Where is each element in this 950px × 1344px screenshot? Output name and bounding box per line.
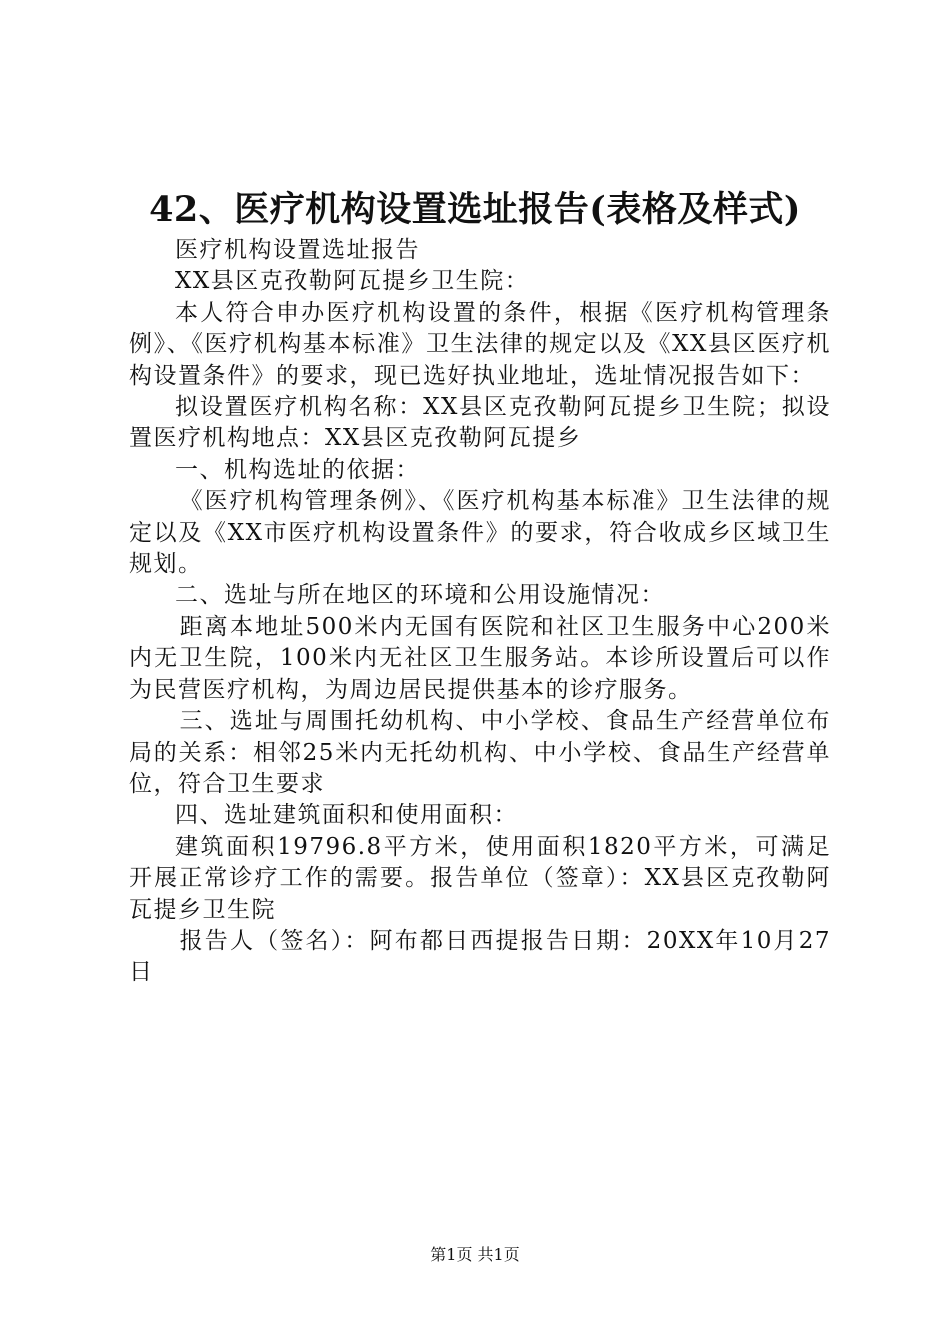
section-heading-environment: 二、选址与所在地区的环境和公用设施情况： [175, 582, 665, 609]
intro-paragraph: 本人符合申办医疗机构设置的条件，根据《医疗机构管理条例》、《医疗机构基本标准》卫生法律的规定以及《XX县区医疗机构设置条件》的要求，现已选好执业地址，选址情况报告如下： [129, 299, 831, 389]
section-heading-area: 四、选址建筑面积和使用面积： [175, 802, 518, 829]
section-heading-basis: 一、机构选址的依据： [175, 456, 420, 483]
section-body-environment: 距离本地址500米内无国有医院和社区卫生服务中心200米内无卫生院，100米内无社区卫生服务站。本诊所设置后可以作为民营医疗机构，为周边居民提供基本的诊疗服务。 [129, 613, 831, 703]
institution-name-location: 拟设置医疗机构名称：XX县区克孜勒阿瓦提乡卫生院；拟设置医疗机构地点：XX县区克孜勒阿瓦提乡 [129, 394, 831, 452]
addressee: XX县区克孜勒阿瓦提乡卫生院： [175, 268, 530, 295]
section-surroundings: 三、选址与周围托幼机构、中小学校、食品生产经营单位布局的关系：相邻25米内无托幼机构、中小学校、食品生产经营单位，符合卫生要求 [129, 708, 831, 797]
section-body-basis: 《医疗机构管理条例》、《医疗机构基本标准》卫生法律的规定以及《XX市医疗机构设置条件》的要求，符合收成乡区域卫生规划。 [129, 488, 831, 578]
page-footer: 第1页 共1页 [430, 1245, 520, 1264]
page-title: 42、医疗机构设置选址报告(表格及样式) [149, 189, 801, 230]
report-subtitle: 医疗机构设置选址报告 [175, 237, 420, 263]
document-body [129, 235, 831, 989]
reporter-signature-date: 报告人（签名）：阿布都日西提报告日期：20XX年10月27日 [129, 927, 831, 986]
section-body-area: 建筑面积19796.8平方米，使用面积1820平方米，可满足开展正常诊疗工作的需要。报告单位（签章）：XX县区克孜勒阿瓦提乡卫生院 [129, 833, 831, 923]
